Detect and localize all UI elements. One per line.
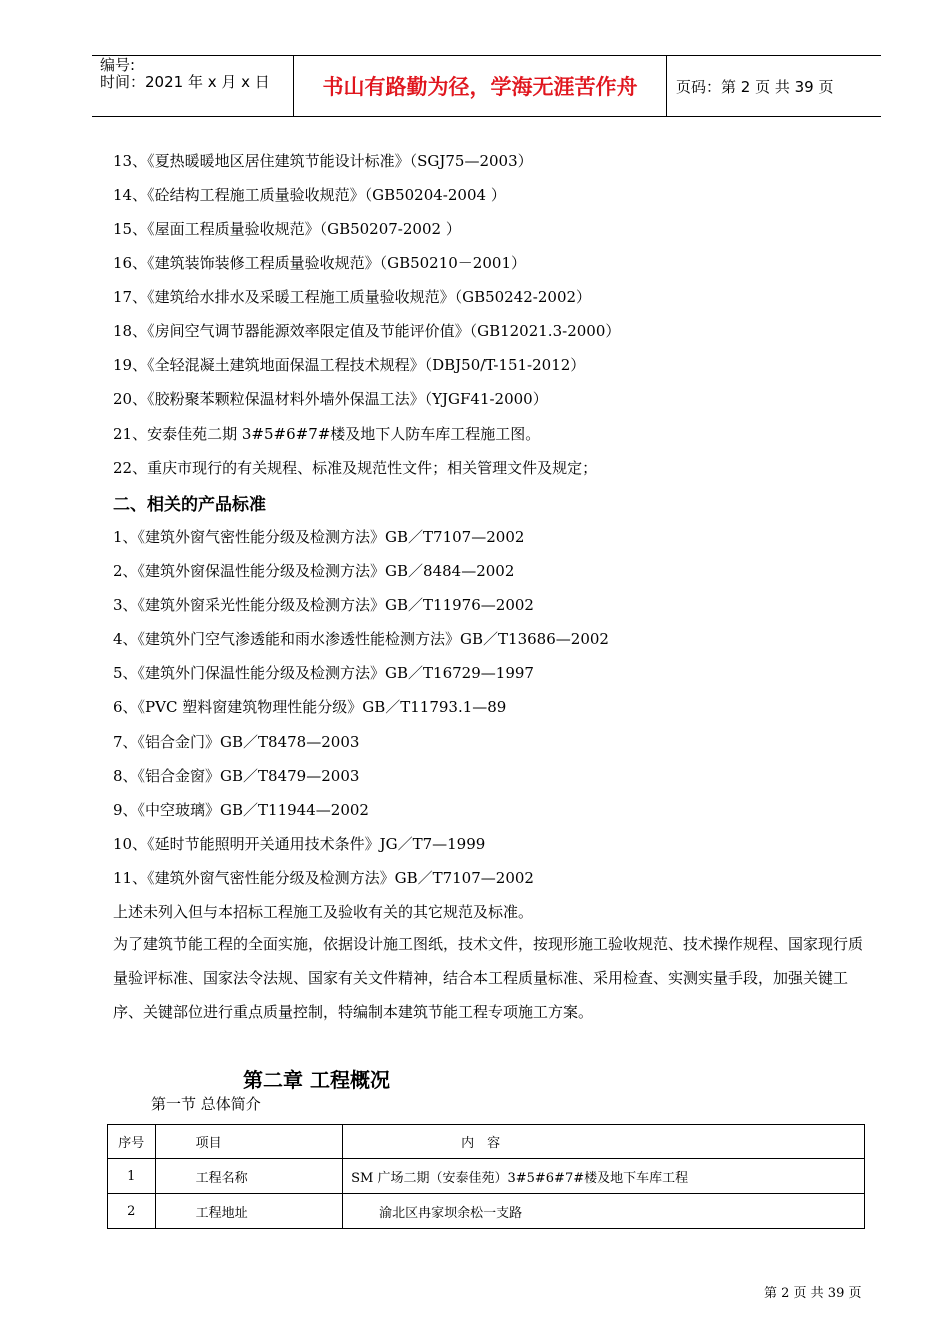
standard-item: 21、安泰佳苑二期 3#5#6#7#楼及地下人防车库工程施工图。 (113, 425, 541, 443)
product-item: 2、《建筑外窗保温性能分级及检测方法》GB／8484—2002 (113, 562, 515, 580)
row-item (155, 1159, 343, 1194)
product-standards-heading: 二、相关的产品标准 (113, 495, 266, 515)
product-item: 5、《建筑外门保温性能分级及检测方法》GB／T16729—1997 (113, 664, 534, 682)
header-motto: 书山有路勤为径，学海无涯苦作舟 (322, 75, 638, 99)
product-item: 9、《中空玻璃》GB／T11944—2002 (113, 801, 369, 819)
row-content: 渝北区冉家坝余松一支路 (343, 1194, 865, 1229)
standard-item: 18、《房间空气调节器能源效率限定值及节能评价值》（GB12021.3-2000） (113, 322, 621, 340)
intro-paragraph: 为了建筑节能工程的全面实施，依据设计施工图纸，技术文件，按现形施工验收规范、技术操作规程、国家现行质量验评标准、国家法令法规、国家有关文件精神，结合本工程质量标准、采用检查、实测实量手段，加强关键工序、关键部位进行重点质量控制，特编制本建筑节能工程专项施工方案。 (113, 935, 864, 1021)
product-item: 10、《延时节能照明开关通用技术条件》JG／T7—1999 (113, 835, 486, 853)
header-meta (100, 56, 286, 116)
standard-item: 16、《建筑装饰装修工程质量验收规范》（GB50210－2001） (113, 254, 526, 272)
time-label: 时间：2021 年 x 月 x 日 (100, 73, 270, 91)
row-index: 1 (108, 1159, 156, 1194)
product-item: 6、《PVC 塑料窗建筑物理性能分级》GB／T11793.1—89 (113, 698, 507, 716)
section-title: 第一节 总体简介 (151, 1095, 261, 1113)
header-page-number: 页码：第 2 页 共 39 页 (676, 77, 834, 96)
standard-item: 19、《全轻混凝土建筑地面保温工程技术规程》（DBJ50/T-151-2012） (113, 356, 586, 374)
header-cell-index: 序号 (108, 1125, 156, 1159)
table-header-row (108, 1125, 865, 1159)
table-row (108, 1194, 865, 1229)
note-text: 上述未列入但与本招标工程施工及验收有关的其它规范及标准。 (113, 903, 534, 921)
overview-table (107, 1124, 865, 1229)
standard-item: 13、《夏热暖暖地区居住建筑节能设计标准》（SGJ75—2003） (113, 152, 533, 170)
standard-item: 14、《砼结构工程施工质量验收规范》（GB50204-2004 ） (113, 186, 506, 204)
row-index: 2 (108, 1194, 156, 1229)
product-item: 11、《建筑外窗气密性能分级及检测方法》GB／T7107—2002 (113, 869, 534, 887)
header-cell-item (155, 1125, 343, 1159)
product-item: 8、《铝合金窗》GB／T8479—2003 (113, 767, 360, 785)
header-divider (666, 56, 667, 116)
header-cell-item-label: 项目 (195, 1136, 222, 1151)
chapter-title: 第二章 工程概况 (243, 1068, 390, 1092)
page-header (92, 55, 881, 117)
header-cell-content: 内 容 (343, 1125, 865, 1159)
standard-item: 17、《建筑给水排水及采暖工程施工质量验收规范》（GB50242-2002） (113, 288, 592, 306)
standard-item: 20、《胶粉聚苯颗粒保温材料外墙外保温工法》（YJGF41-2000） (113, 390, 548, 408)
row-item-label: 工程名称 (195, 1170, 248, 1186)
row-item-label: 工程地址 (195, 1205, 248, 1221)
product-item: 3、《建筑外窗采光性能分级及检测方法》GB／T11976—2002 (113, 596, 534, 614)
row-item (155, 1194, 343, 1229)
row-content: SM 广场二期（安泰佳苑）3#5#6#7#楼及地下车库工程 (343, 1159, 865, 1194)
standard-item: 15、《屋面工程质量验收规范》（GB50207-2002 ） (113, 220, 461, 238)
serial-label: 编号: (100, 56, 136, 74)
product-item: 4、《建筑外门空气渗透能和雨水渗透性能检测方法》GB／T13686—2002 (113, 630, 609, 648)
standard-item: 22、重庆市现行的有关规程、标准及规范性文件；相关管理文件及规定； (113, 459, 598, 477)
product-item: 1、《建筑外窗气密性能分级及检测方法》GB／T7107—2002 (113, 528, 525, 546)
header-divider (293, 56, 294, 116)
product-item: 7、《铝合金门》GB／T8478—2003 (113, 733, 360, 751)
table-row (108, 1159, 865, 1194)
page-footer: 第 2 页 共 39 页 (764, 1286, 862, 1301)
